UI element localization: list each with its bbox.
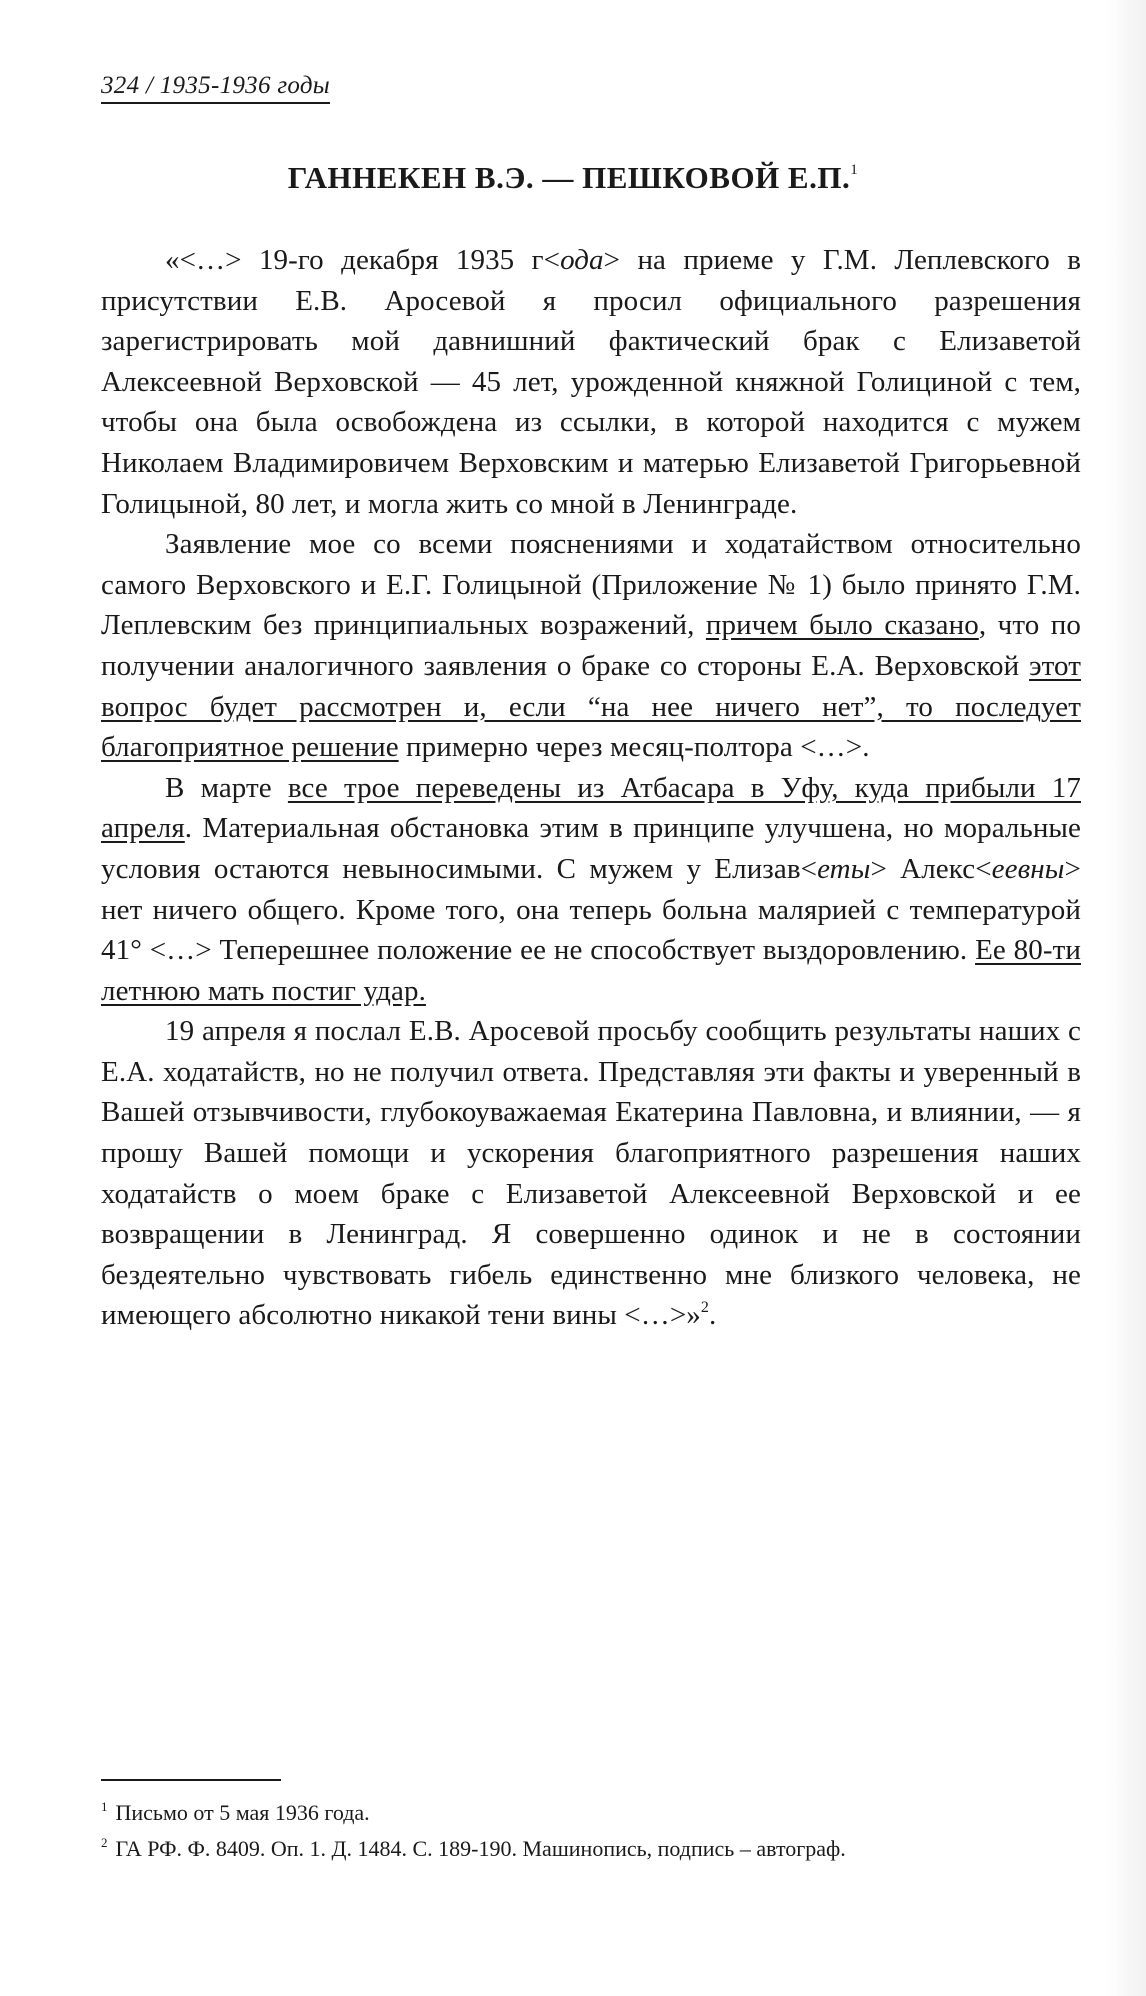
text-run: > на приеме у Г.М. Леплевского в присутствии Е.В. Аросевой я просил официального разрешения зарегистрировать мой давнишний фактический брак с Елизаветой Алексеевной Верховской — 45 лет, урожденной княжной Голициной с тем, чтобы она была освобождена из ссылки, в которой находится с мужем Николаем Владимировичем Верховским и матерью Елизаветой Григорьевной Голицыной, 80 лет, и могла жить со мной в Ленинграде. <box>101 244 1081 520</box>
italic-text: ода <box>560 244 604 276</box>
paragraph <box>101 1011 1081 1336</box>
text-run: примерно через месяц-полтора <…>. <box>398 731 870 764</box>
paragraph <box>101 768 1081 1012</box>
footnote-mark: 1 <box>101 1799 108 1814</box>
italic-text: еты <box>817 852 871 885</box>
footnote-mark: 2 <box>101 1835 108 1850</box>
text-run: . <box>709 1299 717 1332</box>
underlined-text: причем было сказано <box>705 609 979 642</box>
text-run: «<…> 19-го декабря 1935 г< <box>165 244 561 276</box>
text-run: В марте <box>165 771 288 804</box>
footnotes <box>101 1795 1081 1867</box>
footnote-separator <box>101 1779 281 1781</box>
text-run: , что по получении аналогичного заявления о браке со стороны Е.А. Верховской <box>101 609 1082 682</box>
paragraph <box>101 240 1081 524</box>
footnote-ref: 2 <box>700 1299 710 1317</box>
page-edge-shade <box>1106 0 1146 1996</box>
title-footnote-mark: 1 <box>850 162 859 178</box>
text-run: 19 апреля я послал Е.В. Аросевой просьбу сообщить результаты наших с Е.А. ходатайств, но не получил ответа. Представляя эти факты и уверенный в Вашей отзывчивости, глубокоуважаемая Екатерина Павловна, и влиянии, — я прошу Вашей помощи и ускорения благоприятного разрешения наших ходатайств о моем браке с Елизаветой Алексеевной Верховской и ее возвращении в Ленинград. Я совершенно одинок и не в состоянии бездеятельно чувствовать гибель единственно мне близкого человека, не имеющего абсолютно никакой тени вины <…>» <box>101 1015 1081 1332</box>
running-head: 324 / 1935-1936 годы <box>101 72 330 104</box>
footnote-1 <box>101 1795 1081 1831</box>
footnote-text: Письмо от 5 мая 1936 года. <box>115 1800 370 1825</box>
text-run: > нет ничего общего. Кроме того, она теперь больна малярией с температурой 41° <…> Теперешнее положение ее не способствует выздоровлению. <box>101 852 1081 967</box>
text-run: > Алекс< <box>870 852 992 885</box>
letter-title <box>0 160 1146 196</box>
letter-body <box>101 240 1081 1336</box>
text-run: . Материальная обстановка этим в принципе улучшена, но моральные условия остаются невыносимыми. С мужем у Елизав< <box>101 812 1081 885</box>
footnote-text: ГА РФ. Ф. 8409. Оп. 1. Д. 1484. С. 189-190. Машинопись, подпись – автограф. <box>115 1836 846 1861</box>
italic-text: еевны <box>991 852 1065 885</box>
underlined-text: Ее 80-ти летнюю мать постиг удар. <box>101 934 1081 1007</box>
paragraph <box>101 524 1081 768</box>
underlined-text: этот вопрос будет рассмотрен и, если “на нее ничего нет”, то последует благоприятное решение <box>101 649 1081 764</box>
letter-title-text: ГАННЕКЕН В.Э. — ПЕШКОВОЙ Е.П. <box>287 160 851 195</box>
text-run: Заявление мое со всеми пояснениями и ходатайством относительно самого Верховского и Е.Г. Голицыной (Приложение № 1) было принято Г.М. Леплевским без принципиальных возражений, <box>101 528 1081 642</box>
underlined-text: все трое переведены из Атбасара в Уфу, куда прибыли 17 апреля <box>101 771 1081 845</box>
footnote-2 <box>101 1831 1081 1867</box>
